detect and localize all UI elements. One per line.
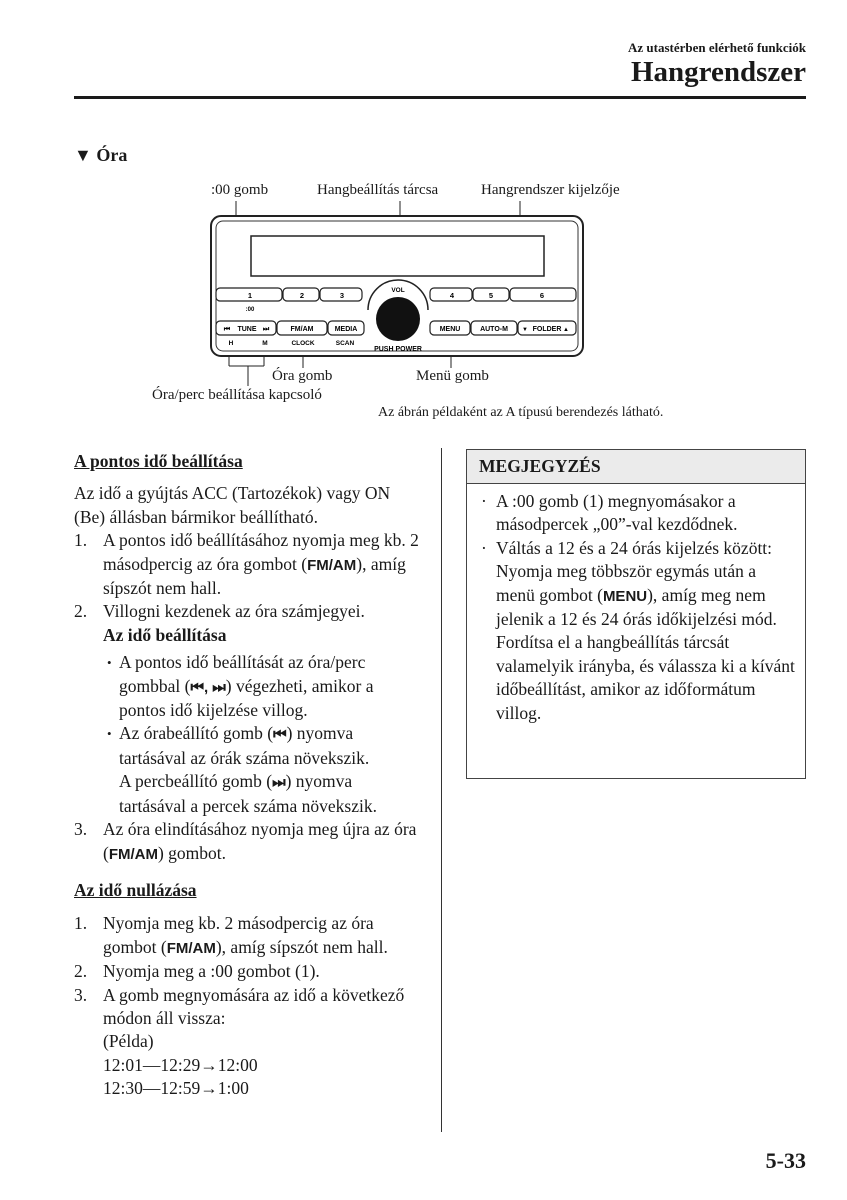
callout-hour-minute-switch: Óra/perc beállítása kapcsoló [152, 387, 322, 403]
list-item: • Az órabeállító gomb (⏮) nyomva tartásával az órák száma növekszik. A percbeállító gomb (⏭) nyomva tartásával a percek száma növekszik. [107, 723, 377, 816]
menu-label: MENU [439, 326, 461, 333]
m-label: M [262, 340, 268, 347]
preset-3-label: 3 [339, 291, 345, 300]
list-item: 3. Az óra elindításához nyomja meg újra az óra (FM/AM) gombot. [74, 819, 417, 863]
section-header: Az utastérben elérhető funkciók [627, 40, 806, 55]
figure-caption: Az ábrán példaként az A típusú berendezés látható. [378, 405, 664, 420]
display-screen [251, 236, 544, 276]
column-divider [441, 448, 442, 1132]
clock-label: CLOCK [291, 340, 315, 347]
callout-sound-dial: Hangbeállítás tárcsa [317, 182, 439, 198]
list-item: 1. Nyomja meg kb. 2 másodpercig az óra gombot (FM/AM), amíg sípszót nem hall. [74, 913, 388, 957]
note-item: · A :00 gomb (1) megnyomásakor a másodpercek „00”-val kezdődnek. [481, 491, 738, 535]
callout-zero-button: :00 gomb [211, 182, 269, 198]
note-title: MEGJEGYZÉS [467, 450, 805, 484]
seek-forward-icon: ⏭ [262, 326, 270, 333]
note-box [466, 449, 806, 779]
time-setting-subtitle: Az idő beállítása [103, 624, 227, 645]
tune-label: TUNE [237, 326, 257, 333]
list-item: 3. A gomb megnyomására az idő a következő módon áll vissza: (Példa) 12:01―12:29→12:00 12:30―12:59→1:00 [74, 984, 405, 1099]
left-column [74, 450, 419, 1101]
folder-label: FOLDER [532, 326, 562, 333]
fm-am-button-ref: FM/AM [108, 845, 158, 863]
media-label: MEDIA [334, 326, 358, 333]
list-item: • A pontos idő beállítását az óra/perc gombbal (⏮, ⏭) végezheti, amikor a pontos idő kijelzése villog. [107, 652, 374, 721]
zero-label: :00 [245, 307, 255, 313]
example-line-2: 12:30―12:59→1:00 [103, 1078, 249, 1099]
callout-display: Hangrendszer kijelzője [481, 182, 620, 198]
reset-time-steps [74, 912, 419, 1100]
note-body [467, 484, 805, 725]
audio-unit-diagram [0, 0, 847, 420]
folder-down-icon: ▼ [522, 327, 528, 333]
preset-1-label: 1 [247, 291, 253, 300]
scan-label: SCAN [335, 340, 355, 347]
menu-button-ref: MENU [602, 587, 648, 605]
preset-2-label: 2 [299, 291, 305, 300]
fm-am-label: FM/AM [290, 326, 314, 333]
list-item: 1. A pontos idő beállításához nyomja meg kb. 2 másodpercig az óra gombot (FM/AM), amíg sípszót nem hall. [74, 530, 419, 599]
callout-clock-button: Óra gomb [272, 368, 333, 384]
folder-up-icon: ▲ [563, 327, 569, 333]
seek-forward-icon: ⏭ [272, 774, 286, 792]
subsection-title-set-time: A pontos idő beállítása [74, 451, 243, 471]
list-item: 2. Nyomja meg a :00 gombot (1). [74, 961, 320, 982]
h-label: H [228, 340, 234, 347]
seek-buttons-icon: ⏮, ⏭ [190, 678, 226, 696]
note-item: · Váltás a 12 és a 24 órás kijelzés között: Nyomja meg többször egymás után a menü gombot (MENU), amíg meg nem jelenik a 12 és 24 órás időkijelzési mód. Fordítsa el a hangbeállítás tárcsát valamelyik irányba, és válassza ki a kívánt időbeállítást, amikor az időformátum villog. [481, 537, 795, 723]
preset-4-label: 4 [449, 291, 455, 300]
page-title: Hangrendszer [630, 56, 806, 88]
preset-6-label: 6 [539, 291, 545, 300]
intro-paragraph: Az idő a gyújtás ACC (Tartozékok) vagy ON (Be) állásban bármikor beállítható. [74, 483, 391, 527]
seek-back-icon: ⏮ [273, 726, 287, 744]
subsection-title-reset-time: Az idő nullázása [74, 879, 197, 900]
set-time-steps [74, 529, 419, 866]
vol-label: VOL [391, 287, 405, 294]
triangle-marker-icon: ▼ [74, 145, 92, 165]
time-setting-bullets [103, 651, 419, 818]
page-number: 5-33 [765, 1148, 806, 1173]
preset-5-label: 5 [488, 291, 494, 300]
example-line-1: 12:01―12:29→12:00 [103, 1054, 258, 1075]
volume-dial-knob[interactable] [376, 297, 420, 341]
auto-m-label: AUTO-M [480, 326, 508, 333]
list-item: 2. Villogni kezdenek az óra számjegyei. Az idő beállítása • A pontos idő beállítását az óra/perc gombbal (⏮, ⏭) végezheti, amikor a pontos idő kijelzése villog. • Az órabeállító gomb (⏮) nyomva tartásával az órák száma növekszik. A percbeállító gomb (⏭) nyomva tartásával a percek száma növekszik. [74, 600, 419, 818]
section-heading-text: Óra [96, 145, 128, 165]
fm-am-button-ref: FM/AM [307, 556, 357, 574]
callout-menu-button: Menü gomb [416, 368, 489, 384]
push-power-label: PUSH POWER [374, 346, 422, 353]
fm-am-button-ref: FM/AM [166, 939, 216, 957]
seek-back-icon: ⏮ [223, 326, 231, 333]
